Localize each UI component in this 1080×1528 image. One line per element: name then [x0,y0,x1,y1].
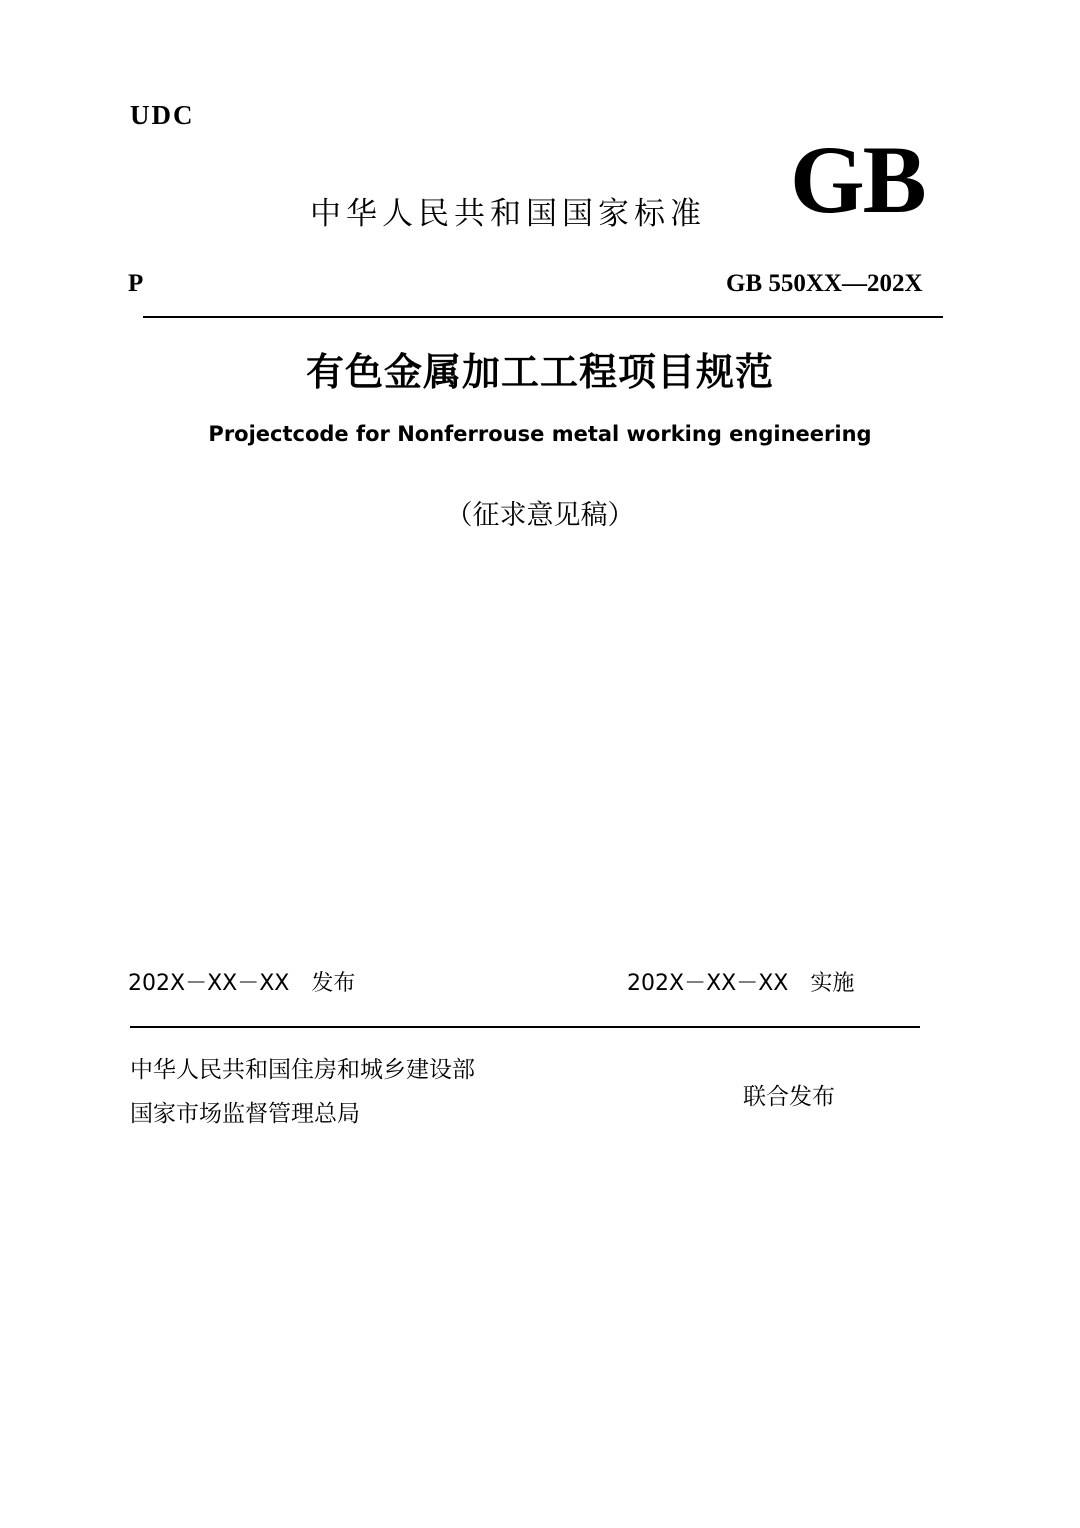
national-standard-heading: 中华人民共和国国家标准 [310,196,706,232]
gb-logo: GB [790,126,925,233]
udc-label: UDC [130,100,195,130]
draft-note: （征求意见稿） [445,500,635,531]
joint-issue-label: 联合发布 [743,1084,835,1110]
document-title-english: Projectcode for Nonferrouse metal working engineering [208,422,872,446]
implement-date: 202X－XX－XX 实施 [627,971,855,996]
issuer-ministry: 中华人民共和国住房和城乡建设部 [130,1057,475,1083]
publish-date: 202X－XX－XX 发布 [128,971,356,996]
classification-code: P [128,270,144,297]
standard-number: GB 550XX—202X [726,270,923,297]
issuer-administration: 国家市场监督管理总局 [130,1101,360,1127]
top-divider [143,316,943,318]
document-title-chinese: 有色金属加工工程项目规范 [305,349,774,394]
bottom-divider [130,1026,920,1028]
